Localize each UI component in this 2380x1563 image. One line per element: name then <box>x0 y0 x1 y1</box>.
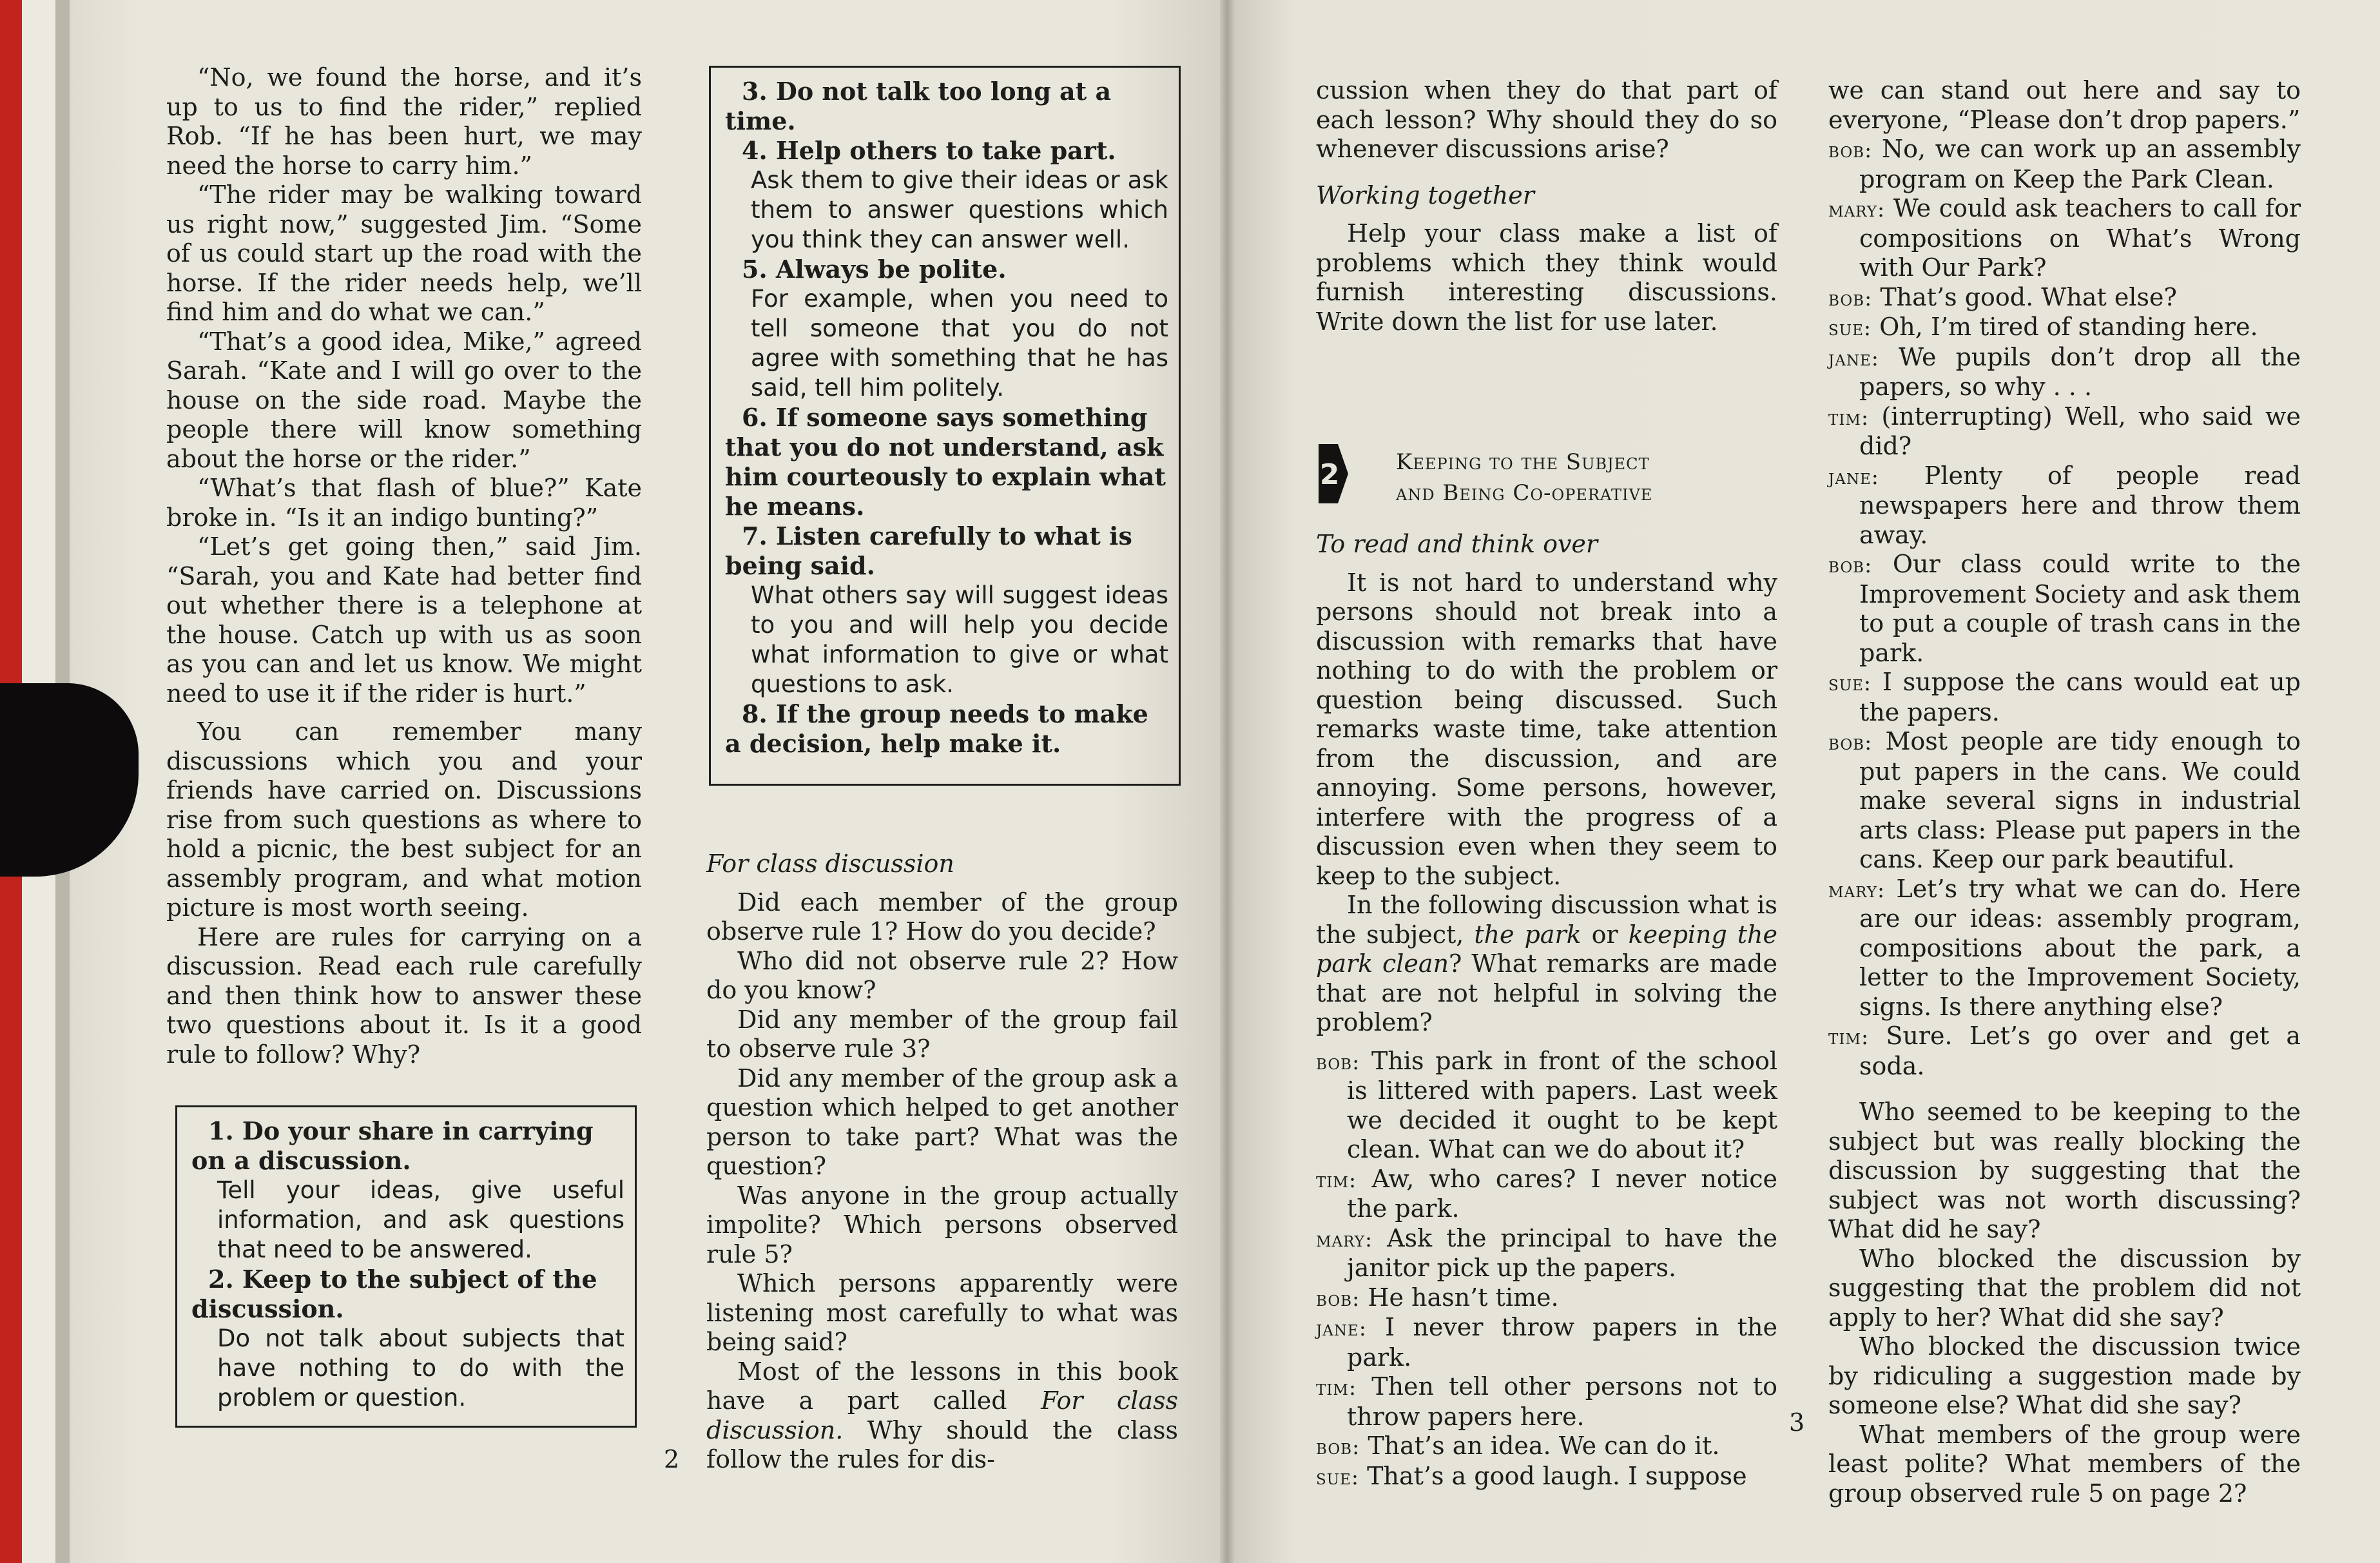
discussion-question: Did each member of the group observe rule 1? How do you decide? <box>706 888 1178 946</box>
section-badge-header <box>1319 440 1770 511</box>
discussion-paragraph: Most of the lessons in this book have a part called For class discussion. Why should the class follow the rules for dis- <box>706 1357 1178 1473</box>
dialogue-line: mary: Ask the principal to have the janitor pick up the papers. <box>1316 1223 1777 1282</box>
rule-body: What others say will suggest ideas to you and will help you decide what information to give or what questions to ask. <box>751 581 1168 698</box>
dialogue-list <box>1828 135 2301 1081</box>
left-column-1 <box>166 63 642 1069</box>
section-title: Keeping to the Subject and Being Co-operative <box>1396 449 1653 506</box>
arrow-badge-icon <box>1319 444 1348 503</box>
rule-heading: 5. Always be polite. <box>742 255 1007 284</box>
story-paragraph: “The rider may be walking toward us right now,” suggested Jim. “Some of us could start up the road with the horse. If the rider needs help, we’ll find him and do what we can.” <box>166 180 642 326</box>
class-discussion-section <box>706 849 1178 1475</box>
read-paragraph: In the following discussion what is the subject, the park or keeping the park clean? What remarks are made that are not helpful in solving the problem? <box>1316 891 1778 1036</box>
svg-text:2: 2 <box>1319 458 1340 491</box>
rule-heading: 3. Do not talk too long at a time. <box>725 77 1112 135</box>
read-and-think-section <box>1316 530 1777 1491</box>
story-paragraph: “What’s that flash of blue?” Kate broke in. “Is it an indigo bunting?” <box>166 474 642 532</box>
rule-body: Ask them to give their ideas or ask them to answer questions which you think they can answer well. <box>751 166 1168 253</box>
dialogue-line: bob: That’s an idea. We can do it. <box>1316 1432 1720 1460</box>
story-paragraph: “That’s a good idea, Mike,” agreed Sarah. “Kate and I will go over to the house on the side road. Maybe the people there will know something about the horse or the rider.” <box>166 327 642 473</box>
dialogue-line: bob: Most people are tidy enough to put papers in the cans. We could make several signs in industrial arts class: Please put papers in the cans. Keep our park beautiful. <box>1828 727 2301 873</box>
rule-heading: 7. Listen carefully to what is being said. <box>725 521 1132 580</box>
working-paragraph: Help your class make a list of problems which they think would furnish interesting discussions. Write down the list for use later. <box>1316 219 1777 336</box>
continued-paragraph: cussion when they do that part of each lesson? Why should they do so whenever discussions arise? <box>1316 76 1777 163</box>
dialogue-line: tim: Then tell other persons not to throw papers here. <box>1316 1372 1777 1431</box>
dialogue-line: bob: No, we can work up an assembly program on Keep the Park Clean. <box>1828 135 2301 193</box>
review-question: Who seemed to be keeping to the subject but was really blocking the discussion by suggesting that the subject was not worth discussing? What did he say? <box>1828 1098 2301 1243</box>
dialogue-line: jane: I never throw papers in the park. <box>1316 1313 1777 1372</box>
review-question: Who blocked the discussion twice by ridiculing a suggestion made by someone else? What did she say? <box>1828 1332 2301 1419</box>
story-paragraph: “No, we found the horse, and it’s up to us to find the rider,” replied Rob. “If he has been hurt, we may need the horse to carry him.” <box>166 63 642 180</box>
read-paragraph: It is not hard to understand why persons should not break into a discussion with remarks that have nothing to do with the problem or question being discussed. Such remarks waste time, take attention from the discussion, and are annoying. Some persons, however, interfere with the progress of a discussion even when they seem to keep to the subject. <box>1316 568 1777 890</box>
dialogue-line: bob: This park in front of the school is littered with papers. Last week we decided it ought to be kept clean. What can we do about it? <box>1316 1046 1777 1163</box>
intro-paragraph: Here are rules for carrying on a discussion. Read each rule carefully and then think how to answer these two questions about it. Is it a good rule to follow? Why? <box>166 922 642 1069</box>
dialogue-list <box>1316 1047 1777 1492</box>
dialogue-line: tim: Aw, who cares? I never notice the park. <box>1316 1164 1777 1223</box>
discussion-question: Did any member of the group ask a question which helped to get another person to take part? What was the question? <box>706 1063 1178 1180</box>
dialogue-line: mary: Let’s try what we can do. Here are our ideas: assembly program, compositions about the park, a letter to the Improvement Society, signs. Is there anything else? <box>1828 874 2301 1021</box>
rule-heading: 2. Keep to the subject of the discussion. <box>191 1265 597 1323</box>
section-heading: Working together <box>1316 180 1534 209</box>
discussion-question: Was anyone in the group actually impolite? Which persons observed rule 5? <box>706 1181 1178 1268</box>
rules-box-1 <box>175 1105 637 1428</box>
rule-heading: 4. Help others to take part. <box>742 136 1116 165</box>
discussion-question: Who did not observe rule 2? How do you know? <box>706 946 1178 1004</box>
continued-paragraph: we can stand out here and say to everyone, “Please don’t drop papers.” <box>1828 76 2301 134</box>
dialogue-line: jane: We pupils don’t drop all the papers, so why . . . <box>1828 342 2301 401</box>
rule-body: Do not talk about subjects that have nothing to do with the problem or question. <box>217 1325 624 1412</box>
story-paragraph: “Let’s get going then,” said Jim. “Sarah, you and Kate had better find out whether there is a telephone at the house. Catch up with us as soon as you can and let us know. We might need to use it if the rider is hurt.” <box>166 532 642 708</box>
rule-body: Tell your ideas, give useful information, and ask questions that need to be answered. <box>217 1176 624 1263</box>
dialogue-line: sue: That’s a good laugh. I suppose <box>1316 1461 1747 1490</box>
review-question: What members of the group were least polite? What members of the group observed rule 5 on page 2? <box>1828 1420 2301 1508</box>
dialogue-line: tim: (interrupting) Well, who said we did? <box>1828 402 2301 460</box>
page-number-left: 2 <box>664 1445 680 1473</box>
rule-heading: 1. Do your share in carrying on a discussion. <box>191 1116 594 1175</box>
rules-box-2 <box>709 66 1181 786</box>
dialogue-line: tim: Sure. Let’s go over and get a soda. <box>1828 1022 2301 1080</box>
discussion-question: Did any member of the group fail to observe rule 3? <box>706 1005 1178 1063</box>
discussion-question: Which persons apparently were listening most carefully to what was being said? <box>706 1269 1178 1356</box>
rule-heading: 8. If the group needs to make a decision, help make it. <box>725 699 1148 758</box>
dialogue-line: bob: He hasn’t time. <box>1316 1283 1559 1312</box>
dialogue-line: bob: Our class could write to the Improvement Society and ask them to put a couple of trash cans in the park. <box>1828 550 2301 667</box>
dialogue-line: sue: Oh, I’m tired of standing here. <box>1828 313 2258 341</box>
right-column-1 <box>1316 76 1777 336</box>
rule-heading: 6. If someone says something that you do not understand, ask him courteously to explain what he means. <box>725 403 1166 521</box>
dialogue-line: mary: We could ask teachers to call for compositions on What’s Wrong with Our Park? <box>1828 194 2301 282</box>
dialogue-line: jane: Plenty of people read newspapers here and throw them away. <box>1828 461 2301 549</box>
dialogue-line: sue: I suppose the cans would eat up the papers. <box>1828 668 2301 726</box>
section-heading: To read and think over <box>1316 530 1598 558</box>
rule-body: For example, when you need to tell someone that you do not agree with something that he has said, tell him politely. <box>751 285 1168 402</box>
review-question: Who blocked the discussion by suggesting that the problem did not apply to her? What did she say? <box>1828 1244 2301 1332</box>
dialogue-line: bob: That’s good. What else? <box>1828 282 2177 311</box>
intro-paragraph: You can remember many discussions which you and your friends have carried on. Discussions rise from such questions as where to hold a picnic, the best subject for an assembly program, and what motion picture is most worth seeing. <box>166 717 642 922</box>
book-gutter <box>1220 0 1234 1563</box>
right-column-2 <box>1828 76 2301 1508</box>
section-heading: For class discussion <box>706 849 954 878</box>
page-number-right: 3 <box>1789 1408 1805 1437</box>
